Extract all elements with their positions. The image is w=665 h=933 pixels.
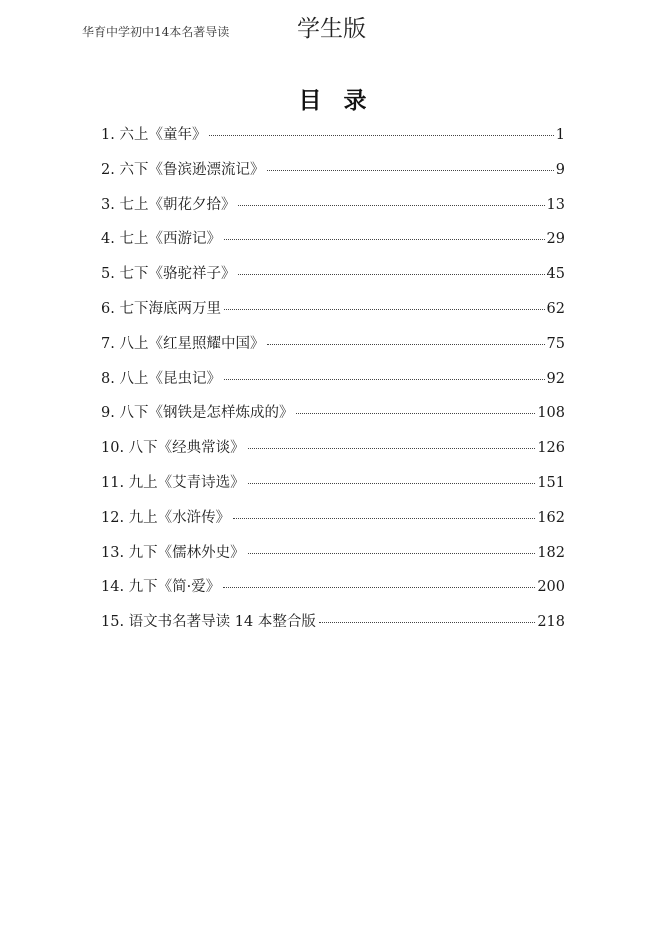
toc-entry[interactable] xyxy=(101,506,565,541)
dot-leader xyxy=(296,413,535,414)
toc-entry-page: 182 xyxy=(537,544,565,561)
toc-entry-page: 13 xyxy=(546,196,565,213)
dot-leader xyxy=(267,344,544,345)
toc-entry-page: 45 xyxy=(546,266,565,283)
toc-entry[interactable] xyxy=(101,610,565,645)
dot-leader xyxy=(248,483,536,484)
toc-entry-label: 15. 语文书名著导读 14 本整合版 xyxy=(101,614,316,631)
toc-entry[interactable] xyxy=(101,471,565,506)
toc-entry[interactable] xyxy=(101,575,565,610)
toc-entry-label: 7. 八上《红星照耀中国》 xyxy=(101,335,265,352)
toc-entry[interactable] xyxy=(101,123,565,158)
toc-entry-page: 200 xyxy=(537,579,565,596)
toc-entry-label: 8. 八上《昆虫记》 xyxy=(101,370,221,387)
toc-entry-page: 29 xyxy=(546,231,565,248)
toc-entry[interactable] xyxy=(101,332,565,367)
dot-leader xyxy=(233,518,535,519)
toc-entry-page: 92 xyxy=(546,370,565,387)
table-of-contents xyxy=(101,123,565,645)
toc-entry-page: 151 xyxy=(537,474,565,491)
toc-entry[interactable] xyxy=(101,158,565,193)
toc-entry-page: 108 xyxy=(537,405,565,422)
toc-entry[interactable] xyxy=(101,436,565,471)
toc-entry-page: 75 xyxy=(546,335,565,352)
dot-leader xyxy=(238,205,544,206)
dot-leader xyxy=(248,448,536,449)
toc-entry-page: 218 xyxy=(537,614,565,631)
toc-entry-page: 1 xyxy=(555,127,565,143)
dot-leader xyxy=(209,135,553,136)
dot-leader xyxy=(267,170,553,171)
dot-leader xyxy=(223,587,535,588)
toc-entry-label: 14. 九下《简·爱》 xyxy=(101,579,221,596)
toc-entry-page: 62 xyxy=(546,300,565,317)
dot-leader xyxy=(248,553,536,554)
toc-entry[interactable] xyxy=(101,541,565,576)
toc-entry-label: 1. 六上《童年》 xyxy=(101,127,207,143)
toc-entry-page: 126 xyxy=(537,440,565,457)
dot-leader xyxy=(224,379,545,380)
toc-entry-label: 9. 八下《钢铁是怎样炼成的》 xyxy=(101,405,294,422)
toc-entry[interactable] xyxy=(101,262,565,297)
dot-leader xyxy=(238,274,544,275)
header-title: 华育中学初中14本名著导读 xyxy=(82,25,230,39)
dot-leader xyxy=(224,239,545,240)
toc-entry-label: 12. 九上《水浒传》 xyxy=(101,509,231,526)
toc-entry-label: 11. 九上《艾青诗选》 xyxy=(101,474,245,491)
toc-entry-page: 9 xyxy=(555,161,565,178)
toc-entry-label: 3. 七上《朝花夕拾》 xyxy=(101,196,236,213)
toc-entry[interactable] xyxy=(101,297,565,332)
edition-label: 学生版 xyxy=(297,16,366,42)
dot-leader xyxy=(224,309,545,310)
toc-entry[interactable] xyxy=(101,227,565,262)
toc-entry-label: 5. 七下《骆驼祥子》 xyxy=(101,266,236,283)
toc-entry-label: 6. 七下海底两万里 xyxy=(101,300,221,317)
toc-entry-label: 10. 八下《经典常谈》 xyxy=(101,440,245,457)
toc-entry-page: 162 xyxy=(537,509,565,526)
toc-entry[interactable] xyxy=(101,401,565,436)
toc-entry-label: 2. 六下《鲁滨逊漂流记》 xyxy=(101,161,265,178)
toc-entry[interactable] xyxy=(101,367,565,402)
toc-entry[interactable] xyxy=(101,193,565,228)
toc-entry-label: 4. 七上《西游记》 xyxy=(101,231,221,248)
toc-title: 目录 xyxy=(298,87,389,114)
dot-leader xyxy=(319,622,535,623)
toc-entry-label: 13. 九下《儒林外史》 xyxy=(101,544,245,561)
